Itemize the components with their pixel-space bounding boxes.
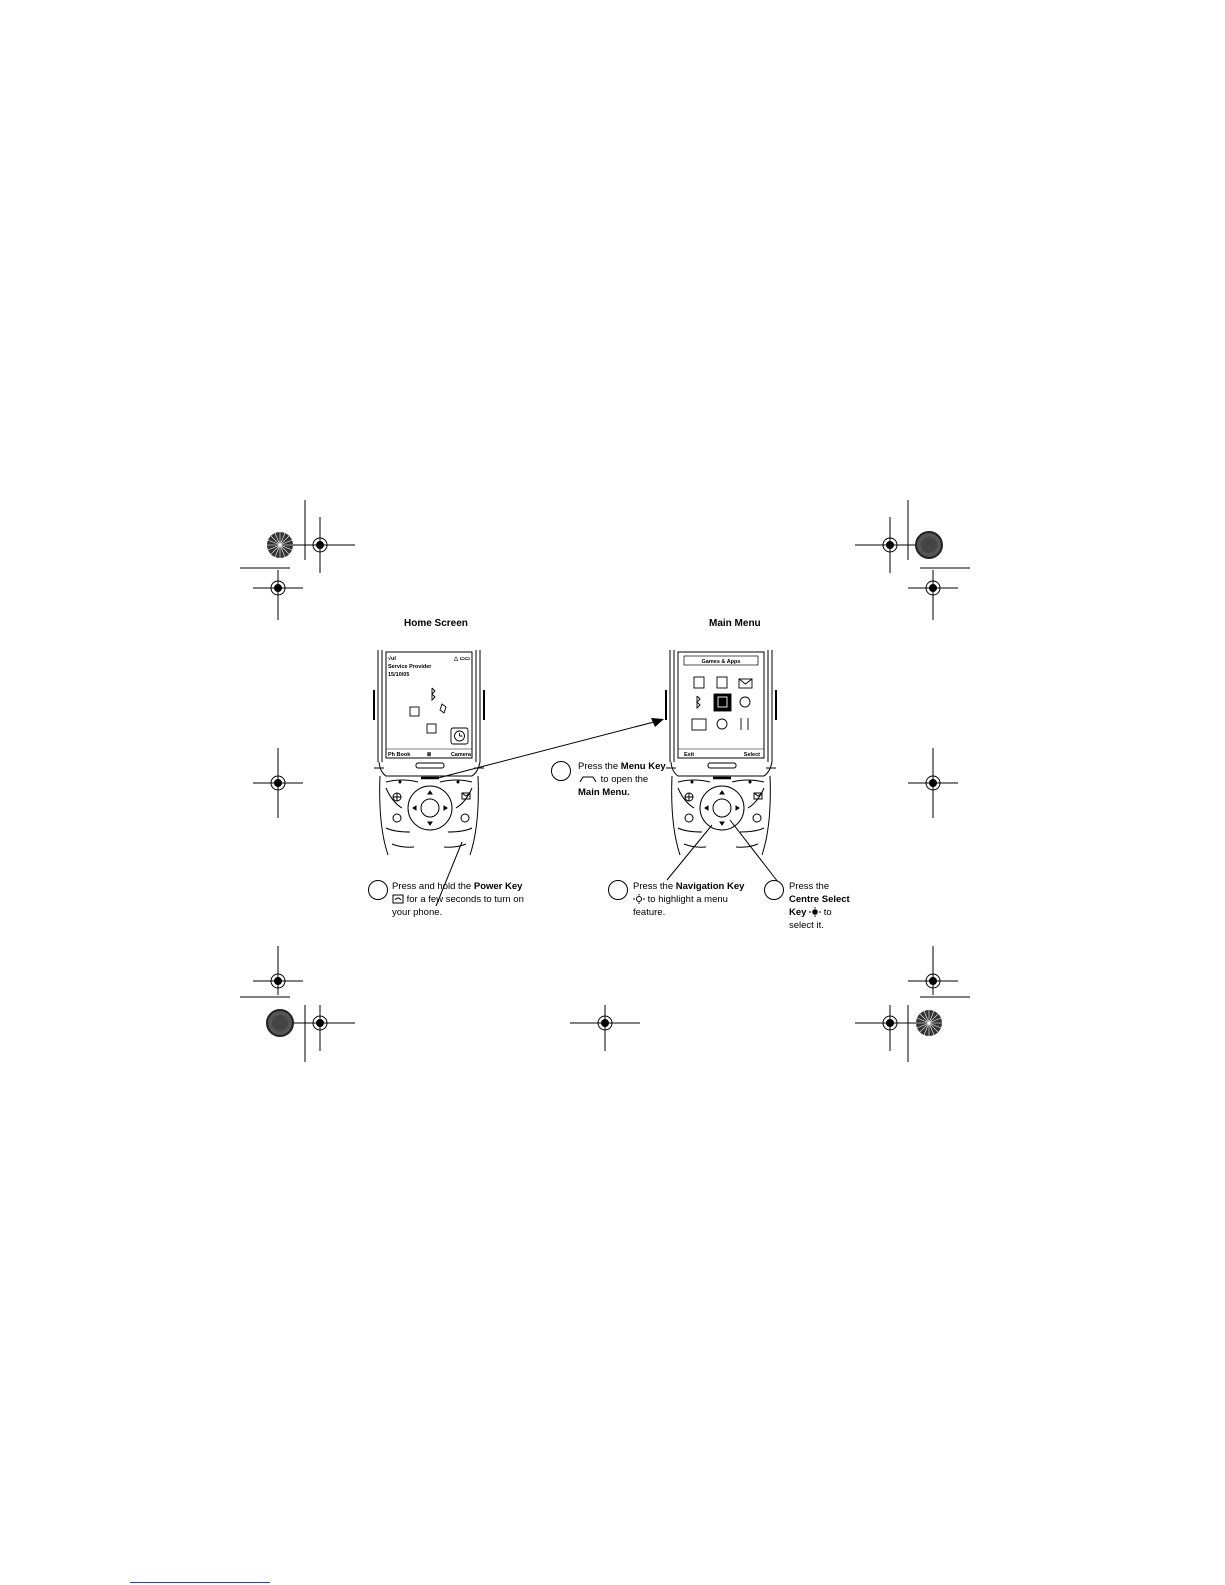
- main-menu-heading: Main Menu: [709, 618, 761, 629]
- step-circle-power: [368, 880, 388, 900]
- soft-key-center: ≣: [426, 752, 432, 758]
- service-provider-text: Service Provider: [388, 664, 432, 670]
- power-callout-post: for a few seconds to turn on your phone.: [392, 894, 524, 918]
- step-circle-nav: [608, 880, 628, 900]
- select-callout-post: to select it.: [789, 907, 832, 931]
- navigation-key-icon: [633, 894, 645, 904]
- soft-key-select: Select: [743, 752, 760, 758]
- centre-select-key-label: Centre Select Key: [789, 894, 850, 918]
- step-circle-select: [764, 880, 784, 900]
- power-callout-pre: Press and hold the: [392, 881, 474, 892]
- select-key-leader: [730, 820, 778, 882]
- home-screen-heading: Home Screen: [404, 618, 468, 629]
- select-callout-pre: Press the: [789, 881, 830, 892]
- navigation-key-label: Navigation Key: [675, 881, 745, 892]
- menu-callout-mid: to open the: [598, 774, 649, 785]
- nav-callout-post: to highlight a menu feature.: [633, 894, 728, 918]
- power-key-icon: [392, 894, 404, 904]
- step-circle-menu: [551, 761, 571, 781]
- nav-callout-pre: Press the: [633, 881, 676, 892]
- menu-key-icon: [578, 775, 598, 783]
- soft-key-right: Camera: [450, 752, 471, 758]
- power-key-label: Power Key: [473, 881, 523, 892]
- date-text: 15/10/05: [388, 672, 410, 678]
- menu-callout-pre: Press the: [578, 761, 621, 772]
- soft-key-exit: Exit: [684, 752, 695, 758]
- power-key-callout: [392, 880, 532, 919]
- footer-link-underline: [130, 1582, 270, 1583]
- status-right: △ ▭▭: [453, 656, 470, 662]
- nav-key-leader: [667, 825, 712, 880]
- centre-select-callout: [789, 880, 855, 932]
- menu-key-callout: [578, 760, 668, 799]
- menu-key-label: Menu Key: [620, 761, 666, 772]
- centre-select-key-icon: [809, 907, 821, 917]
- status-left: √ul: [388, 656, 396, 662]
- soft-key-left: Ph Book: [388, 752, 411, 758]
- navigation-key-callout: [633, 880, 751, 919]
- main-menu-label: Main Menu.: [578, 787, 630, 798]
- menu-title: Games & Apps: [701, 659, 741, 665]
